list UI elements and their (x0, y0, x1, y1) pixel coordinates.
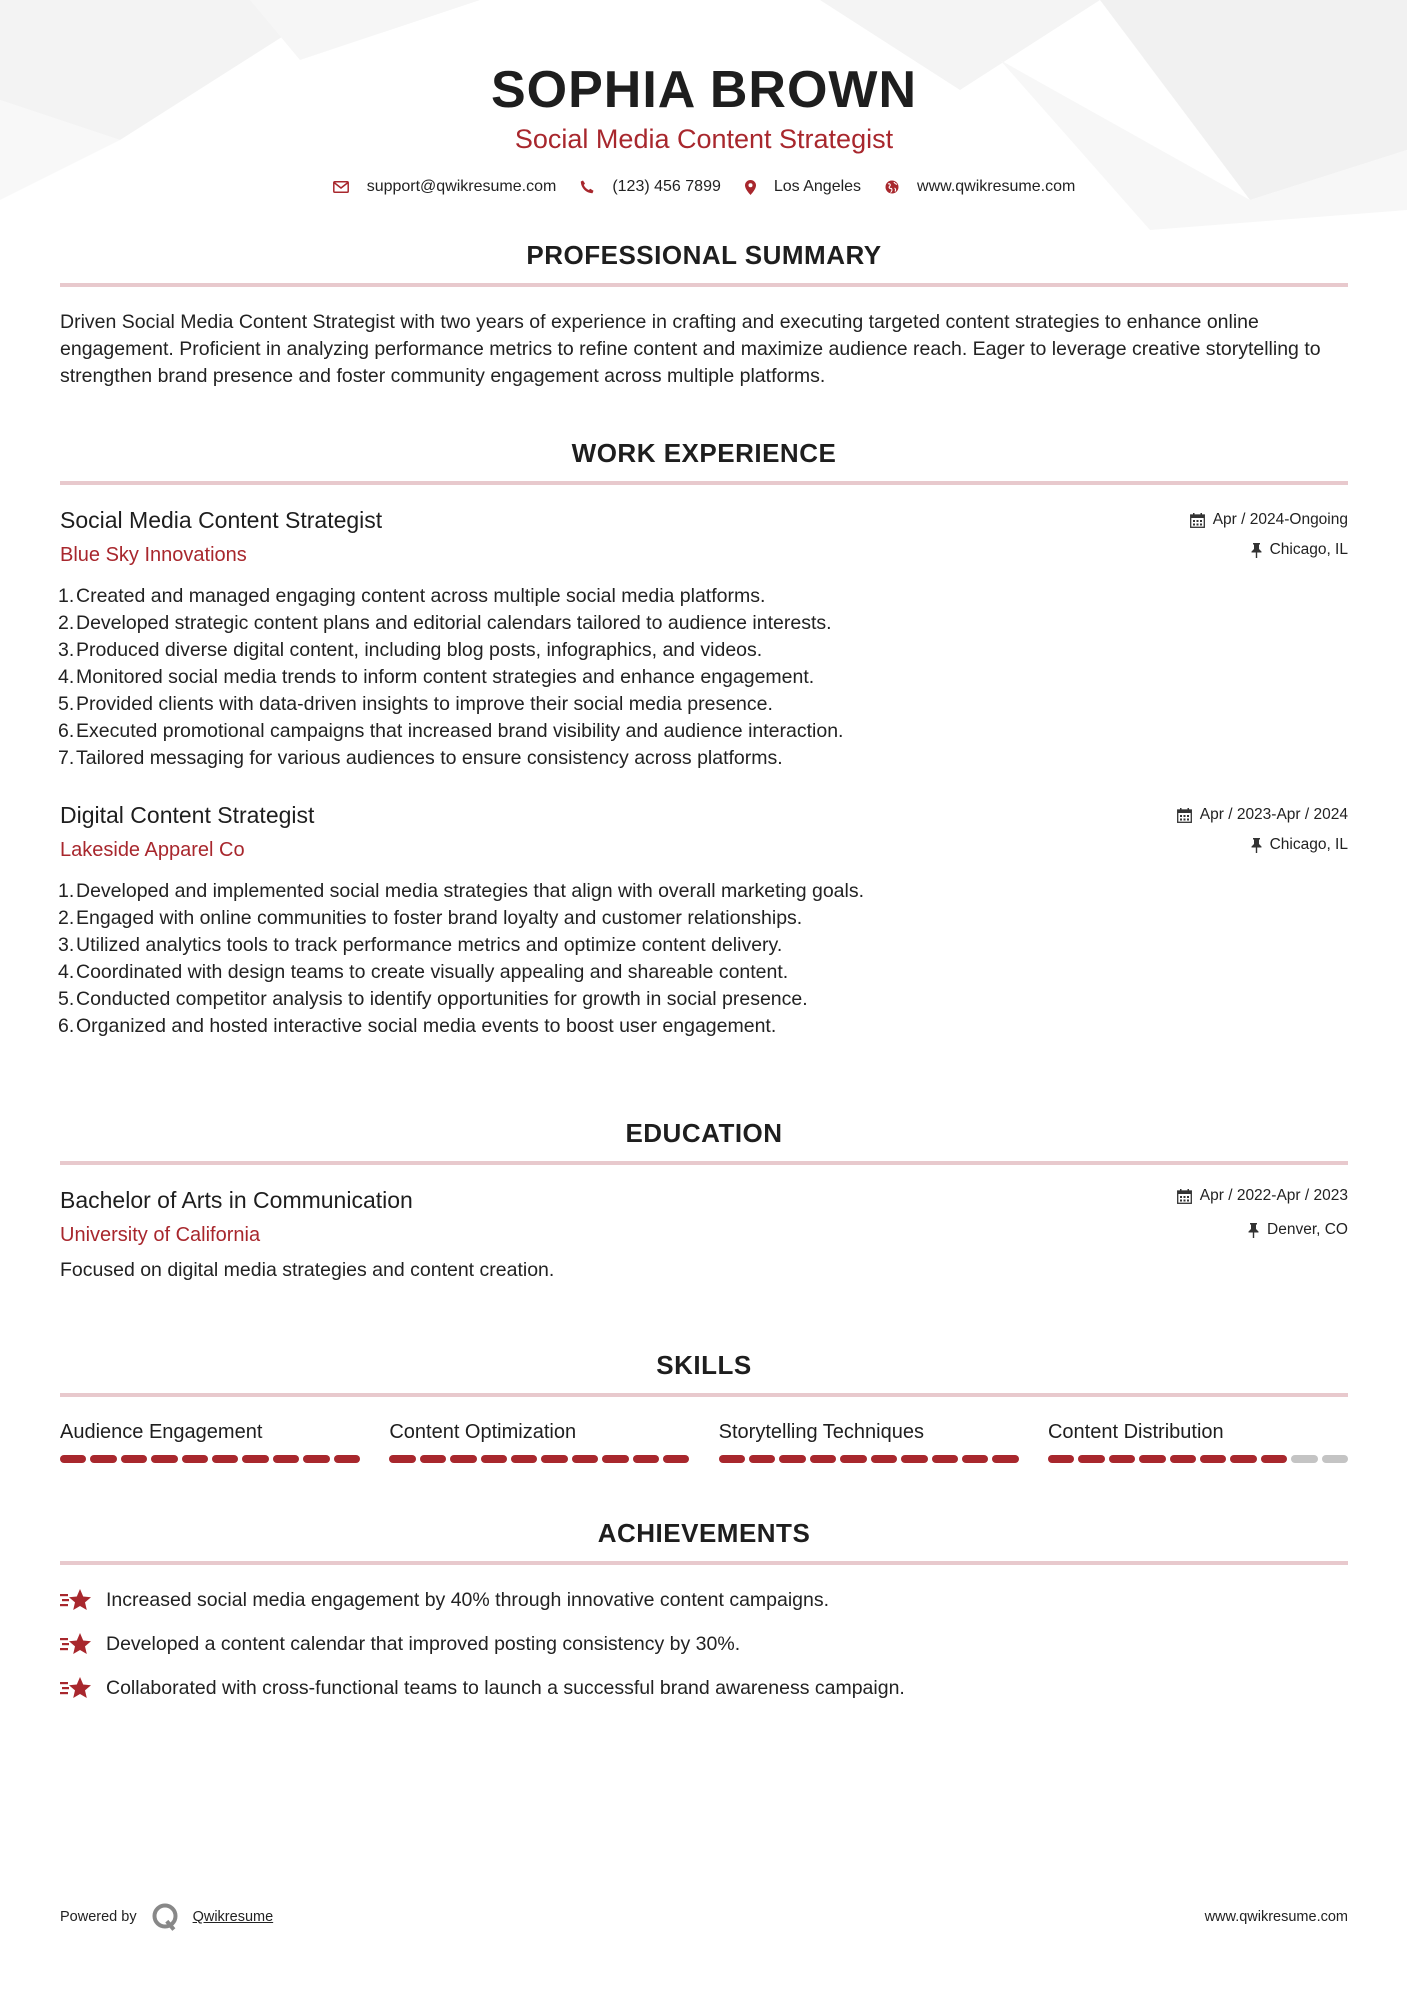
section-divider (60, 481, 1348, 485)
resume-header (60, 0, 1348, 196)
skill-segment-filled (541, 1455, 567, 1463)
skill-segment-filled (1139, 1455, 1165, 1463)
resume-page (58, 0, 1348, 1699)
skill-segment-filled (840, 1455, 866, 1463)
skill-segment-filled (182, 1455, 208, 1463)
skill-segment-empty (1291, 1455, 1317, 1463)
job-company: Blue Sky Innovations (60, 544, 247, 566)
contact-website[interactable] (885, 178, 1075, 196)
list-item: 4. Monitored social media trends to inform content strategies and enhance engagement. (58, 666, 815, 688)
skill-segment-filled (151, 1455, 177, 1463)
skill-name: Audience Engagement (60, 1421, 263, 1443)
contact-location (745, 178, 861, 196)
achievements-section (60, 1518, 1348, 1719)
job-location: Chicago, IL (1190, 541, 1348, 559)
skill-item (389, 1419, 689, 1463)
skill-segment-filled (450, 1455, 476, 1463)
list-item: 1. Developed and implemented social media strategies that align with overall marketing goals. (58, 880, 865, 902)
contact-phone[interactable] (580, 178, 721, 196)
qwikresume-link[interactable]: Qwikresume (192, 1909, 274, 1925)
skill-segment-filled (962, 1455, 988, 1463)
pushpin-icon (1251, 543, 1262, 558)
candidate-name: SOPHIA BROWN (490, 61, 918, 119)
list-item: 2. Engaged with online communities to foster brand loyalty and customer relationships. (58, 907, 803, 929)
section-divider (60, 1561, 1348, 1565)
achievement-item: Increased social media engagement by 40% through innovative content campaigns. (60, 1587, 1348, 1614)
school-name: University of California (60, 1224, 261, 1246)
phone-icon (580, 180, 594, 194)
skill-segment-filled (389, 1455, 415, 1463)
job-role: Social Media Content Strategist (60, 507, 383, 533)
candidate-title: Social Media Content Strategist (514, 124, 894, 154)
calendar-icon (1177, 808, 1192, 823)
skill-segment-empty (1322, 1455, 1348, 1463)
degree-title: Bachelor of Arts in Communication (60, 1187, 413, 1213)
skill-name: Storytelling Techniques (718, 1421, 924, 1443)
job-entry (60, 800, 1348, 1040)
achievements-list (60, 1587, 1348, 1702)
education-description: Focused on digital media strategies and content creation. (60, 1259, 555, 1281)
education-location: Denver, CO (1177, 1221, 1348, 1239)
list-item: 6. Executed promotional campaigns that increased brand visibility and audience interaction. (58, 720, 844, 742)
page-footer (60, 1902, 1348, 1932)
skill-segment-filled (1200, 1455, 1226, 1463)
skill-level-bar (60, 1455, 360, 1463)
achievement-item: Developed a content calendar that improved posting consistency by 30%. (60, 1631, 1348, 1658)
skill-segment-filled (901, 1455, 927, 1463)
website-text: www.qwikresume.com (917, 178, 1076, 195)
job-company: Lakeside Apparel Co (60, 839, 245, 861)
list-item: 3. Utilized analytics tools to track performance metrics and optimize content delivery. (58, 934, 783, 956)
experience-section (60, 438, 1348, 1040)
envelope-icon (333, 181, 349, 193)
skill-segment-filled (810, 1455, 836, 1463)
education-section (60, 1118, 1348, 1284)
list-item: 6. Organized and hosted interactive social media events to boost user engagement. (58, 1015, 777, 1037)
footer-website[interactable]: www.qwikresume.com (1204, 1909, 1348, 1925)
section-divider (60, 1393, 1348, 1397)
list-item: 5. Conducted competitor analysis to identify opportunities for growth in social presence. (58, 988, 808, 1010)
summary-section (60, 240, 1348, 390)
summary-text: Driven Social Media Content Strategist with two years of experience in crafting and executing targeted content strategies to enhance online engagement. Proficient in analyzing performance metrics to refine content and maximize audience reach. Eager to leverage creative storytelling to strengthen brand presence and foster community engagement across multiple platforms. (60, 311, 1321, 387)
powered-by (60, 1902, 273, 1932)
section-divider (60, 1161, 1348, 1165)
skill-name: Content Optimization (389, 1421, 577, 1443)
skill-level-bar (719, 1455, 1019, 1463)
job-dates: Apr / 2024-Ongoing (1190, 511, 1348, 529)
skill-segment-filled (719, 1455, 745, 1463)
skill-segment-filled (273, 1455, 299, 1463)
globe-icon (885, 180, 899, 194)
job-entry (60, 505, 1348, 772)
skill-segment-filled (90, 1455, 116, 1463)
skill-segment-filled (1109, 1455, 1135, 1463)
education-entry (60, 1185, 1348, 1284)
shooting-star-icon (60, 1632, 92, 1658)
job-dates: Apr / 2023-Apr / 2024 (1177, 806, 1348, 824)
pushpin-icon (1248, 1223, 1259, 1238)
skill-name: Content Distribution (1047, 1421, 1224, 1443)
skill-segment-filled (572, 1455, 598, 1463)
skill-level-bar (389, 1455, 689, 1463)
skill-segment-filled (303, 1455, 329, 1463)
skills-section (60, 1350, 1348, 1463)
calendar-icon (1177, 1189, 1192, 1204)
skill-item (1048, 1419, 1348, 1463)
list-item: 2. Developed strategic content plans and editorial calendars tailored to audience interests. (58, 612, 832, 634)
achievement-item: Collaborated with cross-functional teams to launch a successful brand awareness campaign. (60, 1675, 1348, 1702)
summary-heading: PROFESSIONAL SUMMARY (526, 240, 882, 270)
skill-segment-filled (871, 1455, 897, 1463)
skill-segment-filled (1078, 1455, 1104, 1463)
contact-bar (60, 178, 1348, 196)
phone-text: (123) 456 7899 (612, 178, 721, 195)
job-role: Digital Content Strategist (60, 802, 315, 828)
email-text: support@qwikresume.com (366, 178, 557, 195)
skill-segment-filled (481, 1455, 507, 1463)
map-pin-icon (745, 180, 756, 195)
calendar-icon (1190, 513, 1205, 528)
skill-segment-filled (60, 1455, 86, 1463)
qwikresume-logo-icon (151, 1902, 181, 1932)
powered-by-label: Powered by (60, 1909, 137, 1925)
job-bullet-list (60, 583, 1348, 772)
skill-segment-filled (1261, 1455, 1287, 1463)
skill-segment-filled (602, 1455, 628, 1463)
shooting-star-icon (60, 1588, 92, 1614)
skill-level-bar (1048, 1455, 1348, 1463)
job-bullet-list (60, 878, 1348, 1040)
experience-heading: WORK EXPERIENCE (571, 438, 837, 468)
skill-segment-filled (663, 1455, 689, 1463)
skill-item (60, 1419, 360, 1463)
skill-segment-filled (511, 1455, 537, 1463)
achievements-heading: ACHIEVEMENTS (597, 1518, 811, 1548)
skill-segment-filled (932, 1455, 958, 1463)
skill-segment-filled (633, 1455, 659, 1463)
skill-segment-filled (121, 1455, 147, 1463)
skill-segment-filled (749, 1455, 775, 1463)
list-item: 3. Produced diverse digital content, including blog posts, infographics, and videos. (58, 639, 763, 661)
list-item: 4. Coordinated with design teams to create visually appealing and shareable content. (58, 961, 789, 983)
skill-segment-filled (779, 1455, 805, 1463)
skill-segment-filled (212, 1455, 238, 1463)
skill-segment-filled (1048, 1455, 1074, 1463)
skills-heading: SKILLS (656, 1350, 752, 1380)
list-item: 7. Tailored messaging for various audiences to ensure consistency across platforms. (58, 747, 783, 769)
location-text: Los Angeles (773, 178, 862, 195)
contact-email[interactable] (333, 178, 557, 196)
job-location: Chicago, IL (1177, 836, 1348, 854)
skill-item (719, 1419, 1019, 1463)
section-divider (60, 283, 1348, 287)
pushpin-icon (1251, 838, 1262, 853)
skill-segment-filled (992, 1455, 1018, 1463)
skill-segment-filled (1230, 1455, 1256, 1463)
education-heading: EDUCATION (625, 1118, 783, 1148)
skill-segment-filled (334, 1455, 360, 1463)
shooting-star-icon (60, 1676, 92, 1702)
list-item: 5. Provided clients with data-driven insights to improve their social media presence. (58, 693, 773, 715)
skill-segment-filled (420, 1455, 446, 1463)
skill-segment-filled (242, 1455, 268, 1463)
skill-segment-filled (1170, 1455, 1196, 1463)
skills-list (60, 1419, 1348, 1463)
education-dates: Apr / 2022-Apr / 2023 (1177, 1187, 1348, 1205)
list-item: 1. Created and managed engaging content across multiple social media platforms. (58, 585, 766, 607)
